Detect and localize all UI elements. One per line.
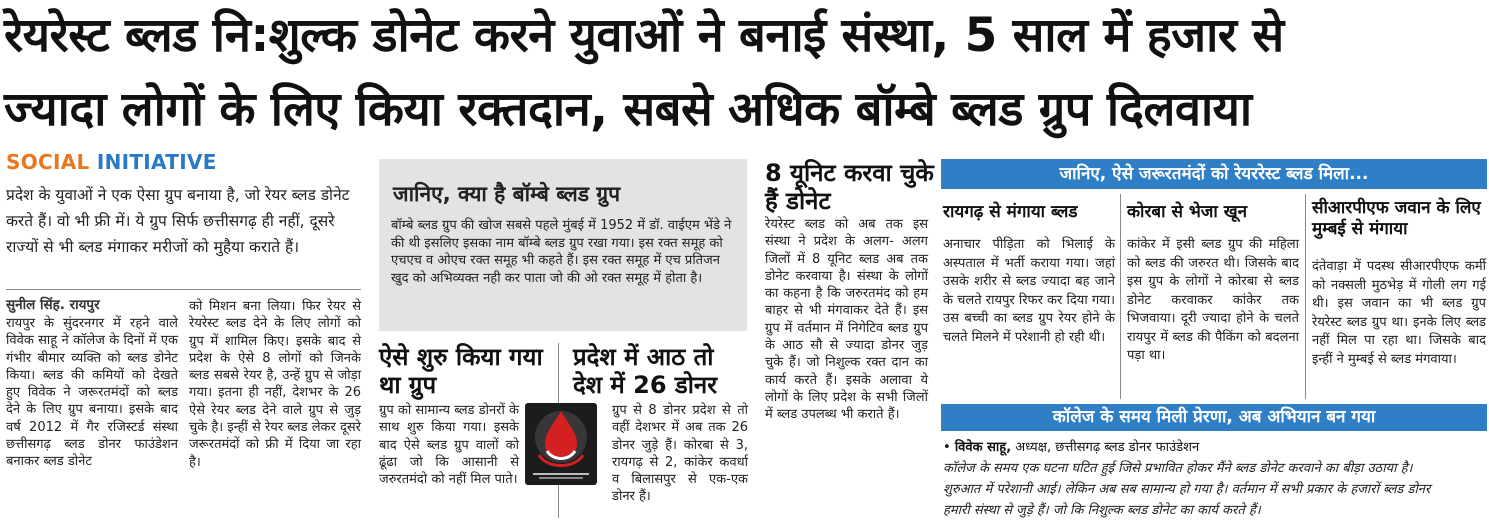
section-kicker — [6, 150, 217, 174]
intro-paragraph: प्रदेश के युवाओं ने एक ऐसा ग्रुप बनाया है, जो रेयर ब्लड डोनेट करते हैं। वो भी फ्री में। ये ग्रुप सिर्फ छत्तीसगढ़ ही नहीं, दूसरे राज्यों से भी ब्लड मंगाकर मरीजों को मुहैया कराते हैं। — [6, 186, 350, 256]
headline-line-2: ज्यादा लोगों के लिए किया रक्तदान, सबसे अधिक बॉम्बे ब्लड ग्रुप दिलवाया — [4, 82, 1252, 137]
headline-line-1: रेयरेस्ट ब्लड नि:शुल्क डोनेट करने युवाओं ने बनाई संस्था, 5 साल में हजार से — [4, 8, 1284, 63]
case-3-title: सीआरपीएफ जवान के लिए मुम्बई से मंगाया — [1312, 198, 1481, 239]
cases-banner: जानिए, ऐसे जरूरतमंदों को रेयररेस्ट ब्लड मिला... — [941, 159, 1487, 189]
quote-author-name: विवेक साहू, — [954, 440, 1012, 455]
donors-section-text — [612, 402, 748, 506]
inspiration-banner: कॉलेज के समय मिली प्रेरणा, अब अभियान बन गया — [941, 404, 1487, 431]
case-1-text: अनाचार पीड़िता को भिलाई के अस्पताल में भर्ती कराया गया। जहां उसके शरीर से ब्लड ज्यादा बह जाने के चलते रायपुर रिफर कर दिया गया। उस बच्ची का ब्लड ग्रुप रेयर होने के चलते मिलने में परेशानी हो रही थी। — [943, 237, 1115, 345]
kicker-social: SOCIAL — [6, 150, 90, 174]
main-story-col-1-text: रायपुर के सुंदरनगर में रहने वाले विवेक साहू ने कॉलेज के दिनों में एक गंभीर बीमार व्यक्ति को ब्लड डोनेट किया। ब्लड की कमियों को देखते हुए विवेक ने जरूरतमंदों को ब्लड देने के लिए ग्रुप बनाया। इसके बाद वर्ष 2012 में गैर रजिस्टर्ड संस्था छत्तीसगढ़ ब्लड डोनर फाउंडेशन बनाकर ब्लड डोनेट — [6, 316, 178, 470]
case-2-title: कोरबा से भेजा खून — [1127, 202, 1248, 222]
donors-section-title: प्रदेश में आठ तो देश में 26 डोनर — [573, 343, 718, 399]
quote-author-role: अध्यक्ष, छत्तीसगढ़ ब्लड डोनर फाउंडेशन — [1015, 440, 1200, 455]
main-story-col-2: को मिशन बना लिया। फिर रेयर से रेयरेस्ट ब्लड देने के लिए लोगों को ग्रुप में शामिल किए। इसके बाद से प्रदेश के ऐसे 8 लोगों को जिनके ब्लड सबसे रेयर है, उन्हें ग्रुप से जोड़ा गया। इतना ही नहीं, देशभर के 26 ऐसे रेयर ब्लड देने वाले ग्रुप से जुड़ चुके है। इन्हीं से रेयर ब्लड लेकर दूसरे जरूरतमंदों को फ्री में दिया जा रहा है। — [189, 299, 361, 470]
intro-divider — [6, 289, 361, 290]
bombay-blood-info-box — [379, 159, 747, 331]
bullet: • — [943, 440, 951, 455]
case-3-text: दंतेवाड़ा में पदस्थ सीआरपीएफ कर्मी को नक्सली मुठभेड़ में गोली लग गई थी। इस जवान का भी ब्लड ग्रुप रेयरेस्ट ब्लड ग्रुप था। इनके लिए ब्लड नहीं मिल पा रहा था। जिसके बाद इन्हीं ने मुम्बई से ब्लड मंगवाया। — [1312, 259, 1486, 367]
quote-line-2: शुरुआत में परेशानी आई। लेकिन अब सब सामान्य हो गया है। वर्तमान में सभी प्रकार के हजारों ब्लड डोनर — [943, 482, 1431, 497]
start-section-text: ग्रुप को सामान्य ब्लड डोनरों के साथ शुरु किया गया। इसके बाद ऐसे ब्लड ग्रुप वालों को ढूंढा जो कि आसानी से जरुरतमंदो को नहीं मिल पाते। — [379, 403, 519, 488]
case-divider-1 — [1120, 194, 1121, 399]
main-story-col-1 — [6, 296, 178, 471]
start-section-title: ऐसे शुरु किया गया था ग्रुप — [379, 343, 543, 399]
donors-section-text-body: ग्रुप से 8 डोनर प्रदेश से तो वहीं देशभर में अब तक 26 डोनर जुड़े हैं। कोरबा से 3, रायगढ़ से 2, कांकेर कवर्धा व बिलासपुर से एक-एक डोनर हैं। — [612, 403, 748, 505]
quote-line-1: कॉलेज के समय एक घटना घटित हुई जिसे प्रभावित होकर मैंने ब्लड डोनेट करवाने का बीड़ा उठाया है। — [943, 461, 1413, 476]
foundation-logo — [525, 403, 597, 485]
units-section-text: रेयरेस्ट ब्लड को अब तक इस संस्था ने प्रदेश के अलग- अलग जिलों में 8 यूनिट ब्लड अब तक डोनेट करवाया है। संस्था के लोगों का कहना है कि जरुरतमंद को हम बाहर से भी मंगवाकर देते हैं। इस ग्रुप में वर्तमान में निगेटिव ब्लड ग्रुप के आठ सौ से ज्यादा डोनर जुड़ चुके हैं। जो निशुल्क रक्त दान का कार्य करते हैं। इसके अलावा ये लोगों के लिए प्रदेश के सभी जिलों में ब्लड उपलब्ध भी कराते हैं। — [765, 217, 928, 423]
units-section-title: 8 यूनिट करवा चुके हैं डोनेट — [765, 159, 934, 215]
kicker-initiative: INITIATIVE — [96, 150, 217, 174]
info-box-title: जानिए, क्या है बॉम्बे ब्लड ग्रुप — [393, 182, 621, 206]
quote-attribution — [943, 438, 1199, 457]
case-2-text: कांकेर में इसी ब्लड ग्रुप की महिला को ब्लड की जरुरत थी। जिसके बाद इस ग्रुप के लोगों ने कोरबा से ब्लड डोनेट करवाकर कांकेर तक भिजवाया। दूरी ज्यादा होने के चलते रायपुर में ब्लड की पैकिंग को बदलना पड़ा था। — [1127, 237, 1299, 363]
quote-line-3: हमारी संस्था से जुड़े हैं। जो कि निशुल्क ब्लड डोनेट का कार्य करते हैं। — [943, 503, 1261, 518]
case-1-title: रायगढ़ से मंगाया ब्लड — [943, 202, 1078, 222]
case-divider-2 — [1305, 194, 1306, 399]
info-box-text: बॉम्बे ब्लड ग्रुप की खोज सबसे पहले मुंबई में 1952 में डॉ. वाईएम भेंडे ने की थी इसलिए इसका नाम बॉम्बे ब्लड ग्रुप रखा गया। इस रक्त समूह को एचएच व ओएच रक्त समूह भी कहते हैं। इस रक्त समूह में एच प्रतिजन खुद को अभिव्यक्त नही कर पाता जो की ओ रक्त समूह में होता है। — [391, 218, 732, 286]
byline: सुनील सिंह. रायपुर — [6, 297, 100, 313]
blood-drop-logo-icon — [525, 403, 597, 485]
